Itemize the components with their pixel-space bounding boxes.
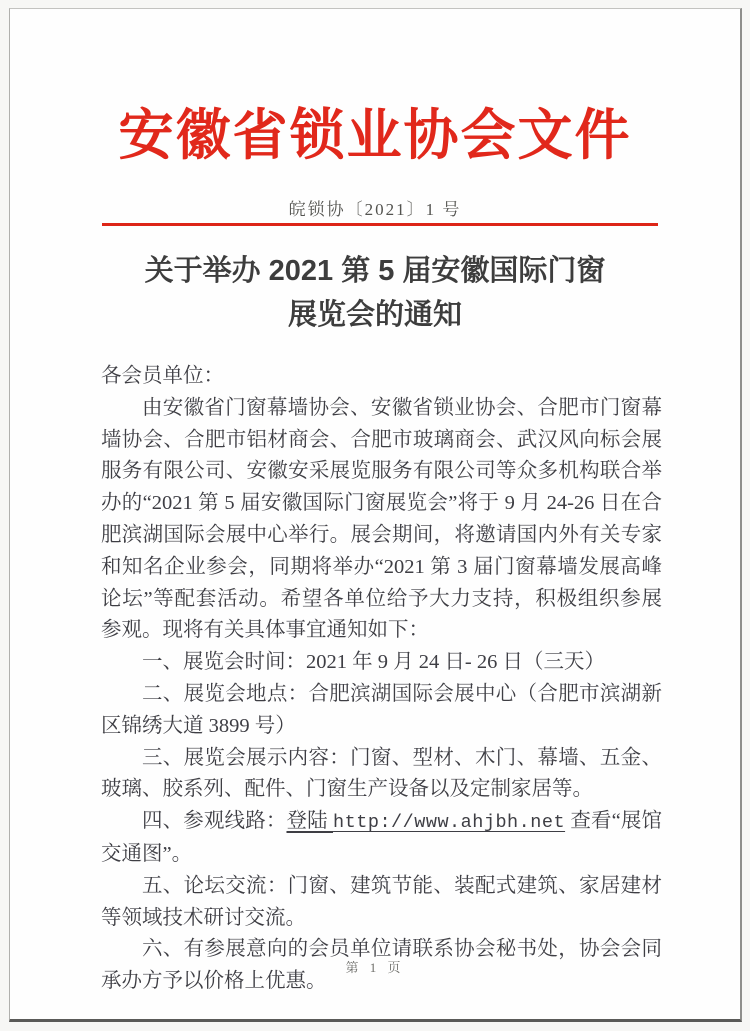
item-exhibition-content: 三、展览会展示内容：门窗、型材、木门、幕墙、五金、玻璃、胶系列、配件、门窗生产设备以及定制家居等。: [101, 746, 662, 801]
red-separator-rule: [102, 223, 658, 226]
notice-title-line1: 关于举办 2021 第 5 届安徽国际门窗: [144, 255, 606, 287]
document-number: 皖锁协〔2021〕1 号: [288, 200, 462, 219]
visit-route-suffix: 查看“展馆交通图”。: [101, 810, 662, 865]
website-link[interactable]: http://www.ahjbh.net: [333, 812, 566, 834]
notice-title-line2: 展览会的通知: [287, 299, 462, 331]
scanned-document-page: [9, 8, 742, 1022]
intro-paragraph: 由安徽省门窗幕墙协会、安徽省锁业协会、合肥市门窗幕墙协会、合肥市铝材商会、合肥市玻璃商会、武汉风向标会展服务有限公司、安徽安采展览服务有限公司等众多机构联合举办的“2021 第 5 届安徽国际门窗展览会”将于 9 月 24-26 日在合肥滨湖国际会展中心举行。展会期间，将邀请国内外有关专家和知名企业参会，同期将举办“2021 第 3 届门窗幕墙发展高峰论坛”等配套活动。希望各单位给予大力支持，积极组织参展参观。现将有关具体事宜通知如下：: [101, 396, 662, 642]
page-number: 第 1 页: [345, 960, 405, 975]
visit-route-label: 四、参观线路：: [142, 810, 287, 833]
item-contact-secretariat: 六、有参展意向的会员单位请联系协会秘书处，协会会同承办方予以价格上优惠。: [101, 938, 662, 993]
item-exhibition-time: 一、展览会时间：2021 年 9 月 24 日- 26 日（三天）: [142, 651, 605, 674]
notice-body: [101, 361, 662, 998]
item-forum-exchange: 五、论坛交流：门窗、建筑节能、装配式建筑、家居建材等领域技术研讨交流。: [101, 874, 662, 929]
visit-route-login-text: 登陆: [286, 810, 334, 833]
salutation: 各会员单位：: [101, 365, 224, 387]
notice-title: [10, 249, 740, 337]
item-visit-route: [101, 806, 662, 871]
association-document-header: 安徽省锁业协会文件: [118, 105, 632, 166]
item-exhibition-location: 二、展览会地点：合肥滨湖国际会展中心（合肥市滨湖新区锦绣大道 3899 号）: [101, 682, 662, 737]
